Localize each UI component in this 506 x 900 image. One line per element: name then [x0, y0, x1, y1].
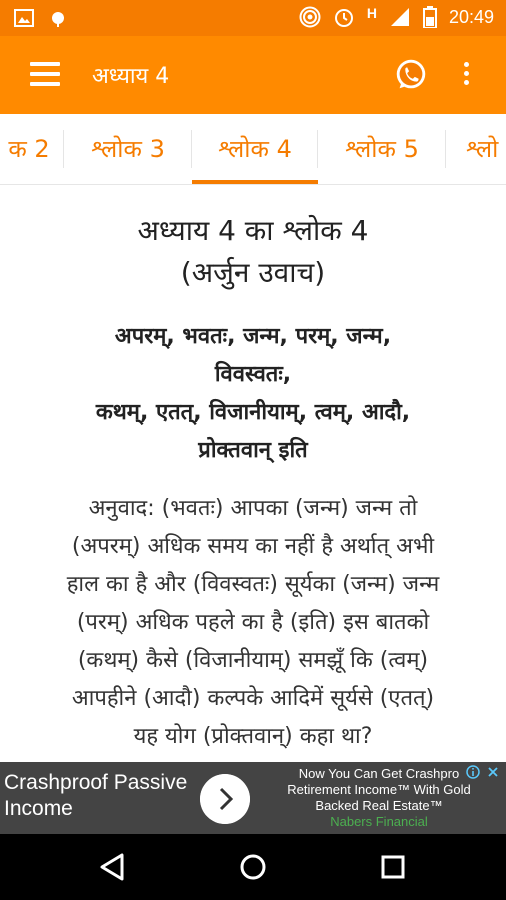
translation-line: अनुवाद: (भवतः) आपका (जन्म) जन्म तो — [88, 496, 418, 521]
recents-icon[interactable] — [376, 850, 410, 884]
speaker-line: (अर्जुन उवाच) — [180, 256, 326, 289]
tab-label: श्लोक 5 — [345, 135, 419, 163]
ad-line: Now You Can Get Crashpro — [298, 766, 460, 781]
back-icon[interactable] — [96, 850, 130, 884]
translation-text — [28, 490, 478, 756]
battery-icon — [423, 6, 437, 28]
alarm-icon — [333, 6, 355, 28]
translation-line: (अपरम्) अधिक समय का नहीं है अर्थात् अभी — [71, 534, 435, 559]
translation-line: (परम्) अधिक पहले का है (इति) इस बातको — [76, 610, 430, 635]
shloka-line: विवस्वतः, — [214, 362, 292, 387]
hotspot-icon — [299, 6, 321, 28]
app-bar — [0, 36, 506, 114]
chevron-right-icon[interactable] — [200, 774, 250, 824]
ad-line: Backed Real Estate™ — [315, 798, 443, 813]
translation-line: यह योग (प्रोक्तवान्) कहा था? — [133, 724, 373, 749]
shloka-line: प्रोक्तवान् इति — [198, 438, 308, 463]
status-bar — [0, 0, 506, 36]
tab-shloka-3[interactable] — [64, 114, 192, 184]
tab-shloka-6[interactable] — [446, 114, 506, 184]
page-title: अध्याय 4 — [92, 64, 170, 89]
ad-headline[interactable] — [4, 770, 204, 822]
ad-close-icon[interactable] — [486, 765, 500, 779]
ad-line: Retirement Income™ With Gold — [287, 782, 471, 797]
translation-line: आपहीने (आदौ) कल्पके आदिमें सूर्यसे (एतत्) — [71, 686, 435, 711]
tab-shloka-4[interactable] — [192, 114, 318, 184]
tab-label: श्लोक 3 — [91, 135, 165, 163]
signal-icon — [389, 6, 411, 28]
system-nav-bar — [0, 834, 506, 900]
shloka-line: कथम्, एतत्, विजानीयाम्, त्वम्, आदौ, — [95, 400, 411, 425]
translation-line: (कथम्) कैसे (विजानीयाम्) समझूँ कि (त्वम्) — [77, 648, 429, 673]
ad-sponsor: Nabers Financial — [330, 814, 428, 829]
shloka-tabs — [0, 114, 506, 185]
ad-headline-line: Income — [4, 797, 73, 820]
tab-label: क 2 — [8, 135, 50, 163]
tab-label: श्लो — [466, 135, 499, 163]
more-vert-icon[interactable] — [460, 62, 472, 88]
whatsapp-icon[interactable] — [392, 56, 430, 94]
shloka-text — [20, 318, 486, 470]
status-time: 20:49 — [448, 6, 494, 27]
home-icon[interactable] — [236, 850, 270, 884]
ad-info-icon[interactable] — [466, 765, 480, 779]
ad-banner[interactable] — [0, 762, 506, 834]
menu-icon[interactable] — [30, 62, 60, 88]
android-icon — [48, 8, 68, 28]
image-icon — [14, 8, 34, 28]
tab-label: श्लोक 4 — [218, 135, 292, 163]
shloka-line: अपरम्, भवतः, जन्म, परम्, जन्म, — [114, 324, 392, 349]
shloka-content — [0, 184, 506, 762]
tab-shloka-2[interactable] — [0, 114, 64, 184]
ad-description[interactable] — [262, 766, 496, 830]
translation-line: हाल का है और (विवस्वतः) सूर्यका (जन्म) जन्म — [66, 572, 440, 597]
heading-line: अध्याय 4 का श्लोक 4 — [137, 214, 369, 247]
network-type-label: H — [366, 5, 377, 21]
tab-shloka-5[interactable] — [318, 114, 446, 184]
shloka-heading — [0, 210, 506, 294]
ad-headline-line: Crashproof Passive — [4, 771, 188, 794]
